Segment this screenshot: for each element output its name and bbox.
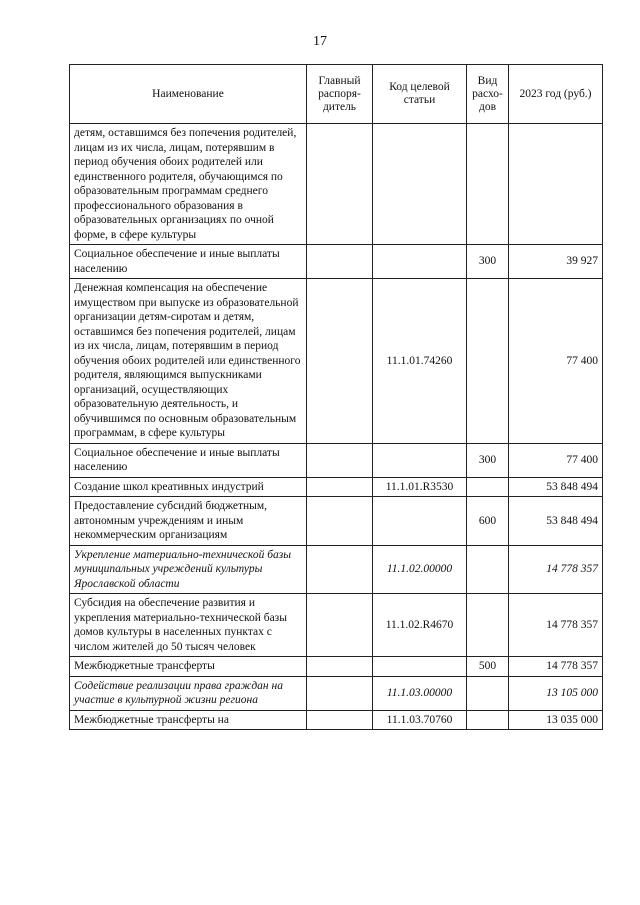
amount-cell: 13 105 000 — [509, 676, 603, 710]
expense-type-cell: 600 — [467, 497, 509, 546]
target-code-cell — [373, 497, 467, 546]
amount-cell: 77 400 — [509, 279, 603, 444]
table-body — [70, 124, 603, 730]
expense-type-cell: 300 — [467, 245, 509, 279]
target-code-cell: 11.1.01.R3530 — [373, 477, 467, 497]
table-row — [70, 279, 603, 444]
name-cell: Денежная компенсация на обеспечение имуществом при выпуске из образовательной организации детям-сиротам и детям, оставшимся без попечения родителей, лицам из их числа, лицам, потерявшим в период обучения обоих родителей или единственного родителя, являющимся выпускниками организаций, осуществляющих образовательную деятельность, и обучившимся по основным образовательным программам, в сфере культуры — [70, 279, 307, 444]
name-cell: Содействие реализации права граждан на участие в культурной жизни региона — [70, 676, 307, 710]
expense-type-cell — [467, 710, 509, 730]
name-cell: Межбюджетные трансферты на — [70, 710, 307, 730]
target-code-cell — [373, 124, 467, 245]
manager-cell — [307, 710, 373, 730]
expense-type-cell — [467, 477, 509, 497]
target-code-cell: 11.1.02.00000 — [373, 545, 467, 594]
target-code-cell — [373, 657, 467, 677]
amount-cell: 53 848 494 — [509, 497, 603, 546]
table-row — [70, 710, 603, 730]
table-row — [70, 545, 603, 594]
table-row — [70, 443, 603, 477]
table-header — [70, 65, 603, 124]
header-main-manager: Главный распоря-дитель — [307, 65, 373, 124]
amount-cell — [509, 124, 603, 245]
target-code-cell: 11.1.03.70760 — [373, 710, 467, 730]
amount-cell: 13 035 000 — [509, 710, 603, 730]
name-cell: детям, оставшимся без попечения родителей, лицам из их числа, лицам, потерявшим в период обучения обоих родителей или единственного родителя, обучающимся по образовательным программам среднего профессионального образования в образовательных организациях по очной форме, в сфере культуры — [70, 124, 307, 245]
header-name: Наименование — [70, 65, 307, 124]
name-cell: Создание школ креативных индустрий — [70, 477, 307, 497]
manager-cell — [307, 443, 373, 477]
expense-type-cell: 300 — [467, 443, 509, 477]
amount-cell: 39 927 — [509, 245, 603, 279]
name-cell: Социальное обеспечение и иные выплаты населению — [70, 245, 307, 279]
table-row — [70, 124, 603, 245]
header-amount: 2023 год (руб.) — [509, 65, 603, 124]
manager-cell — [307, 594, 373, 657]
table-row — [70, 245, 603, 279]
budget-table — [69, 64, 603, 730]
table-row — [70, 477, 603, 497]
table-row — [70, 594, 603, 657]
header-row — [70, 65, 603, 124]
manager-cell — [307, 477, 373, 497]
target-code-cell — [373, 443, 467, 477]
name-cell: Укрепление материально-технической базы муниципальных учреждений культуры Ярославской области — [70, 545, 307, 594]
manager-cell — [307, 497, 373, 546]
name-cell: Межбюджетные трансферты — [70, 657, 307, 677]
name-cell: Субсидия на обеспечение развития и укрепления материально-технической базы домов культуры в населенных пунктах с числом жителей до 50 тысяч человек — [70, 594, 307, 657]
manager-cell — [307, 676, 373, 710]
expense-type-cell — [467, 676, 509, 710]
expense-type-cell — [467, 124, 509, 245]
target-code-cell: 11.1.01.74260 — [373, 279, 467, 444]
amount-cell: 14 778 357 — [509, 657, 603, 677]
amount-cell: 14 778 357 — [509, 594, 603, 657]
manager-cell — [307, 545, 373, 594]
target-code-cell: 11.1.02.R4670 — [373, 594, 467, 657]
expense-type-cell — [467, 594, 509, 657]
name-cell: Предоставление субсидий бюджетным, автономным учреждениям и иным некоммерческим организациям — [70, 497, 307, 546]
amount-cell: 53 848 494 — [509, 477, 603, 497]
table-row — [70, 657, 603, 677]
amount-cell: 14 778 357 — [509, 545, 603, 594]
expense-type-cell: 500 — [467, 657, 509, 677]
manager-cell — [307, 657, 373, 677]
manager-cell — [307, 279, 373, 444]
header-target-code: Код целевой статьи — [373, 65, 467, 124]
expense-type-cell — [467, 545, 509, 594]
name-cell: Социальное обеспечение и иные выплаты населению — [70, 443, 307, 477]
manager-cell — [307, 124, 373, 245]
expense-type-cell — [467, 279, 509, 444]
target-code-cell — [373, 245, 467, 279]
manager-cell — [307, 245, 373, 279]
page-number: 17 — [313, 34, 327, 49]
header-expense-type: Вид расхо-дов — [467, 65, 509, 124]
table-row — [70, 676, 603, 710]
amount-cell: 77 400 — [509, 443, 603, 477]
target-code-cell: 11.1.03.00000 — [373, 676, 467, 710]
table-row — [70, 497, 603, 546]
